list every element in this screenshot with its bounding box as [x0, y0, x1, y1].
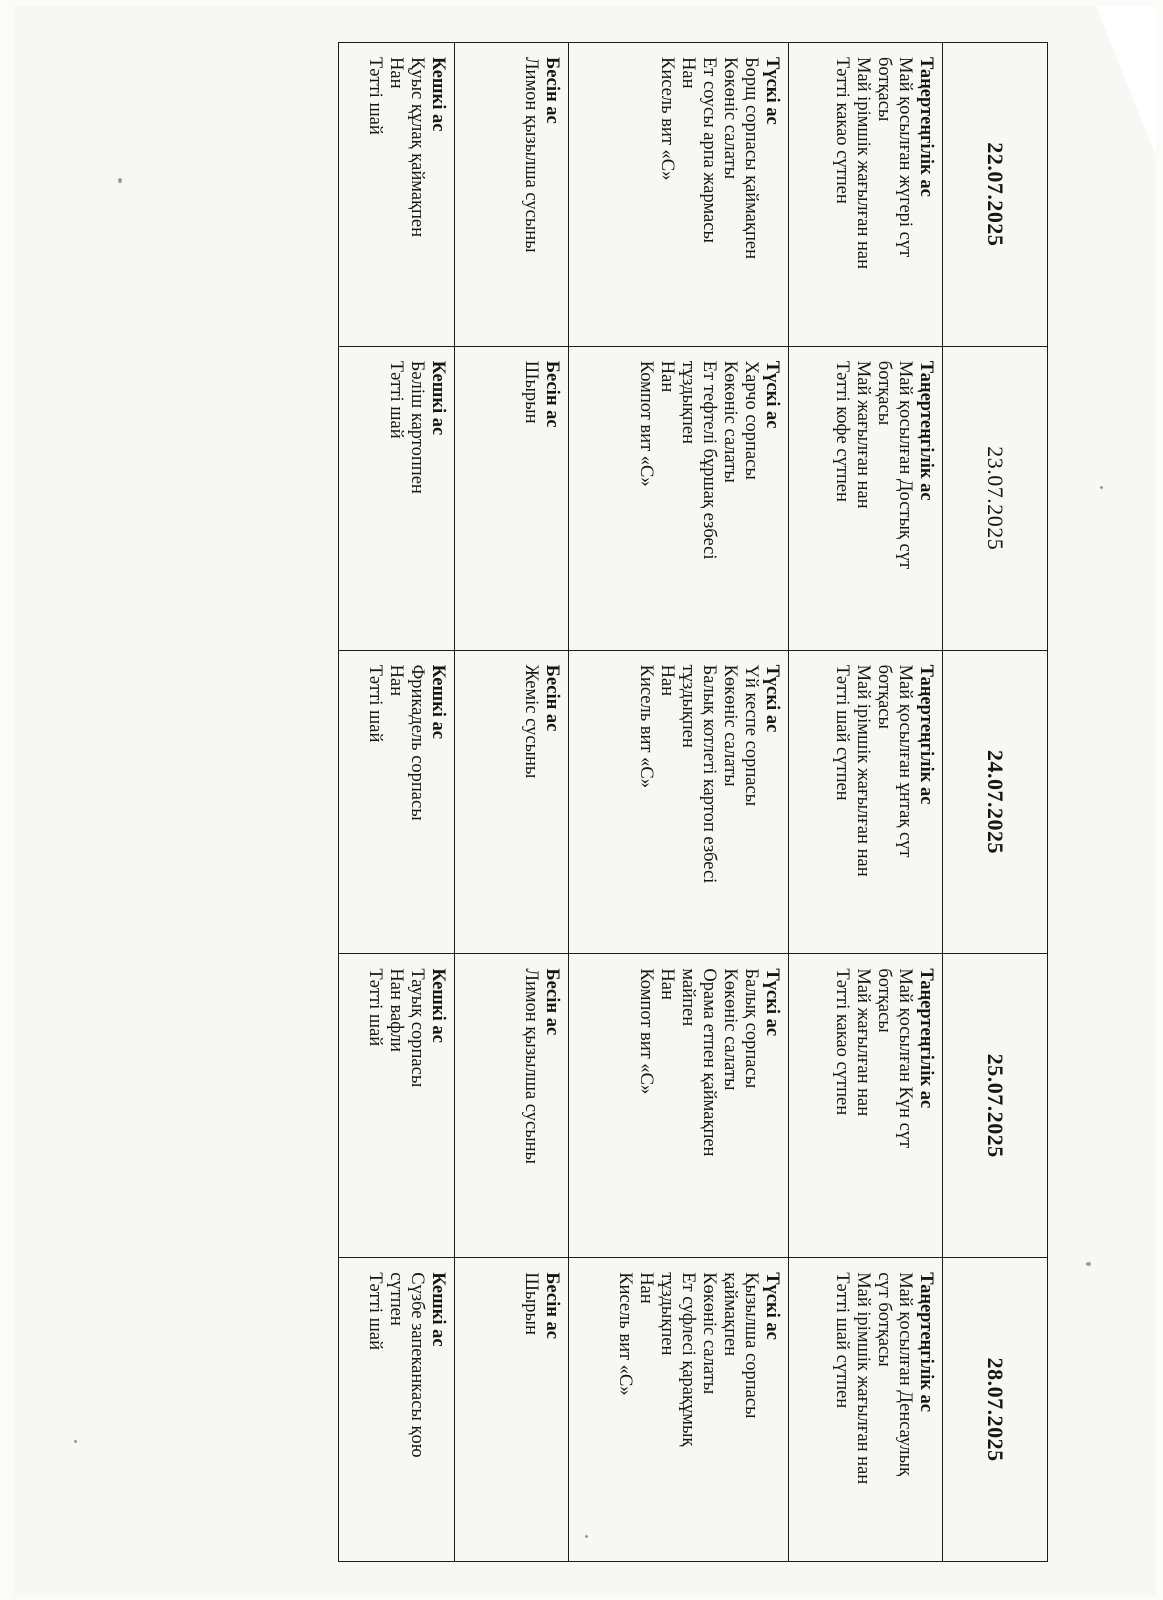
meal-title: Түскі ас [762, 664, 783, 733]
scan-speck [74, 1440, 77, 1443]
meal-item: сүт ботқасы [874, 1272, 895, 1367]
meal-title: Таңертеңгілік ас [916, 360, 937, 501]
meal-item: Нан [657, 968, 678, 1000]
meal-item: Тауық сорпасы [407, 968, 428, 1088]
meal-item: Тәтті шай [365, 1272, 386, 1350]
meal-item: Компот вит «С» [636, 360, 657, 487]
meal-item: Нан [657, 360, 678, 393]
meal-item: Бәліш картоппен [407, 360, 428, 494]
meal-item: ботқасы [874, 360, 895, 426]
meal-title: Таңертеңгілік ас [916, 968, 937, 1109]
scan-speck [585, 1535, 588, 1538]
meal-title: Бесін ас [542, 57, 563, 124]
date-cell-2: 24.07.2025 [943, 650, 1048, 954]
meal-item: Шырын [521, 360, 542, 424]
dinner-cell-0 [339, 43, 455, 347]
snack-cell-1 [455, 346, 569, 650]
meal-item: Нан [386, 664, 407, 697]
dinner-cell-4 [339, 1258, 455, 1562]
snack-cell-3 [455, 954, 569, 1258]
meal-item: Орама етпен қаймақпен [699, 968, 720, 1157]
meal-item: Нан [636, 1272, 657, 1304]
dinner-cell-2 [339, 650, 455, 954]
meal-item: Қуыс құлақ қаймақпен [407, 57, 428, 238]
meal-item: Тәтті кофе сүтпен [832, 360, 853, 502]
meal-item: Нан [657, 664, 678, 697]
meal-item: Жеміс сусыны [521, 664, 542, 779]
lunch-cell-0 [569, 43, 789, 347]
breakfast-cell-3 [789, 954, 943, 1258]
meal-item: Май қосылған Денсаулық [895, 1272, 916, 1477]
dinner-cell-1 [339, 346, 455, 650]
meal-item: Май қосылған Достық сүт [895, 360, 916, 570]
date-cell-4: 28.07.2025 [943, 1258, 1048, 1562]
date-cell-3: 25.07.2025 [943, 954, 1048, 1258]
dinner-row [339, 43, 455, 1562]
meal-item: Кисель вит «С» [657, 57, 678, 181]
dinner-cell-3 [339, 954, 455, 1258]
meal-item: Борщ сорпасы қаймақпен [741, 57, 762, 259]
meal-item: Көкөніс салаты [720, 664, 741, 787]
meal-title: Бесін ас [542, 664, 563, 732]
meal-item: Май ірімшік жағылған нан [853, 664, 874, 877]
meal-item: Май ірімшік жағылған нан [853, 57, 874, 270]
meal-item: Көкөніс салаты [720, 968, 741, 1091]
lunch-row [569, 43, 789, 1562]
folded-corner [1096, 6, 1156, 156]
meal-title: Кешкі ас [428, 664, 449, 740]
meal-item: Нан [386, 57, 407, 89]
meal-item: Тәтті шай [386, 360, 407, 439]
breakfast-row [789, 43, 943, 1562]
meal-item: Тәтті шай [365, 968, 386, 1047]
meal-item: Тәтті шай сүтпен [832, 1272, 853, 1409]
meal-item: Шырын [521, 1272, 542, 1335]
meal-item: Көкөніс салаты [699, 1272, 720, 1395]
meal-item: Ет тефтелі бұршақ езбесі [699, 360, 720, 560]
scan-speck [1100, 486, 1103, 489]
meal-title: Түскі ас [762, 57, 783, 125]
meal-item: Харчо сорпасы [741, 360, 762, 480]
meal-item: майпен [678, 968, 699, 1027]
menu-table [338, 42, 1048, 1562]
meal-item: тұздықпен [678, 664, 699, 748]
meal-item: Нан [678, 57, 699, 89]
meal-item: Компот вит «С» [636, 968, 657, 1095]
lunch-cell-1 [569, 346, 789, 650]
meal-title: Түскі ас [762, 1272, 783, 1340]
meal-item: Фрикадель сорпасы [407, 664, 428, 821]
meal-item: Май жағылған нан [853, 968, 874, 1117]
meal-item: Тәтті шай [365, 57, 386, 135]
lunch-cell-3 [569, 954, 789, 1258]
rotated-menu-container [338, 42, 1048, 1562]
meal-item: Тәтті какао сүтпен [832, 57, 853, 204]
meal-title: Кешкі ас [428, 360, 449, 436]
snack-row [455, 43, 569, 1562]
meal-item: Лимон қызылша сусыны [521, 968, 542, 1164]
meal-item: Балық котлеті картоп езбесі [699, 664, 720, 884]
meal-item: Балық сорпасы [741, 968, 762, 1089]
meal-item: Май қосылған Күн сүт [895, 968, 916, 1149]
meal-item: Май қосылған жүгері сүт [895, 57, 916, 258]
meal-item: Лимон қызылша сусыны [521, 57, 542, 253]
scan-speck [1086, 1262, 1091, 1266]
scan-speck [118, 178, 122, 183]
meal-title: Таңертеңгілік ас [916, 1272, 937, 1412]
lunch-cell-2 [569, 650, 789, 954]
meal-item: Тәтті шай [365, 664, 386, 743]
meal-title: Кешкі ас [428, 1272, 449, 1347]
meal-title: Таңертеңгілік ас [916, 57, 937, 197]
meal-item: ботқасы [874, 57, 895, 122]
breakfast-cell-4 [789, 1258, 943, 1562]
meal-title: Кешкі ас [428, 968, 449, 1043]
meal-item: Кисель вит «С» [615, 1272, 636, 1396]
breakfast-cell-2 [789, 650, 943, 954]
meal-item: Май қосылған ұнтақ сүт [895, 664, 916, 858]
breakfast-cell-1 [789, 346, 943, 650]
date-cell-1: 23.07.2025 [943, 346, 1048, 650]
meal-item: ботқасы [874, 968, 895, 1033]
meal-item: Үй кеспе сорпасы [741, 664, 762, 807]
meal-item: қаймақпен [720, 1272, 741, 1357]
meal-item: тұздықпен [657, 1272, 678, 1356]
lunch-cell-4 [569, 1258, 789, 1562]
meal-title: Түскі ас [762, 968, 783, 1037]
meal-item: Көкөніс салаты [720, 360, 741, 483]
meal-item: Көкөніс салаты [720, 57, 741, 179]
meal-item: Қызылша сорпасы [741, 1272, 762, 1419]
meal-title: Бесін ас [542, 1272, 563, 1339]
meal-item: Нан вафли [386, 968, 407, 1052]
snack-cell-2 [455, 650, 569, 954]
meal-item: сүтпен [386, 1272, 407, 1326]
breakfast-cell-0 [789, 43, 943, 347]
meal-title: Бесін ас [542, 360, 563, 428]
meal-item: ботқасы [874, 664, 895, 729]
meal-title: Кешкі ас [428, 57, 449, 132]
meal-item: Сүзбе запеканкасы қою [407, 1272, 428, 1458]
meal-item: тұздықпен [678, 360, 699, 444]
date-cell-0: 22.07.2025 [943, 43, 1048, 347]
meal-item: Ет суфлесі қарақұмық [678, 1272, 699, 1447]
snack-cell-0 [455, 43, 569, 347]
meal-item: Май ірімшік жағылған нан [853, 1272, 874, 1485]
meal-title: Бесін ас [542, 968, 563, 1036]
meal-item: Кисель вит «С» [636, 664, 657, 788]
meal-item: Май жағылған нан [853, 360, 874, 509]
date-row [943, 43, 1048, 1562]
meal-title: Түскі ас [762, 360, 783, 429]
meal-item: Тәтті шай сүтпен [832, 664, 853, 801]
meal-item: Тәтті какао сүтпен [832, 968, 853, 1116]
snack-cell-4 [455, 1258, 569, 1562]
meal-title: Таңертеңгілік ас [916, 664, 937, 805]
meal-item: Ет соусы арпа жармасы [699, 57, 720, 243]
